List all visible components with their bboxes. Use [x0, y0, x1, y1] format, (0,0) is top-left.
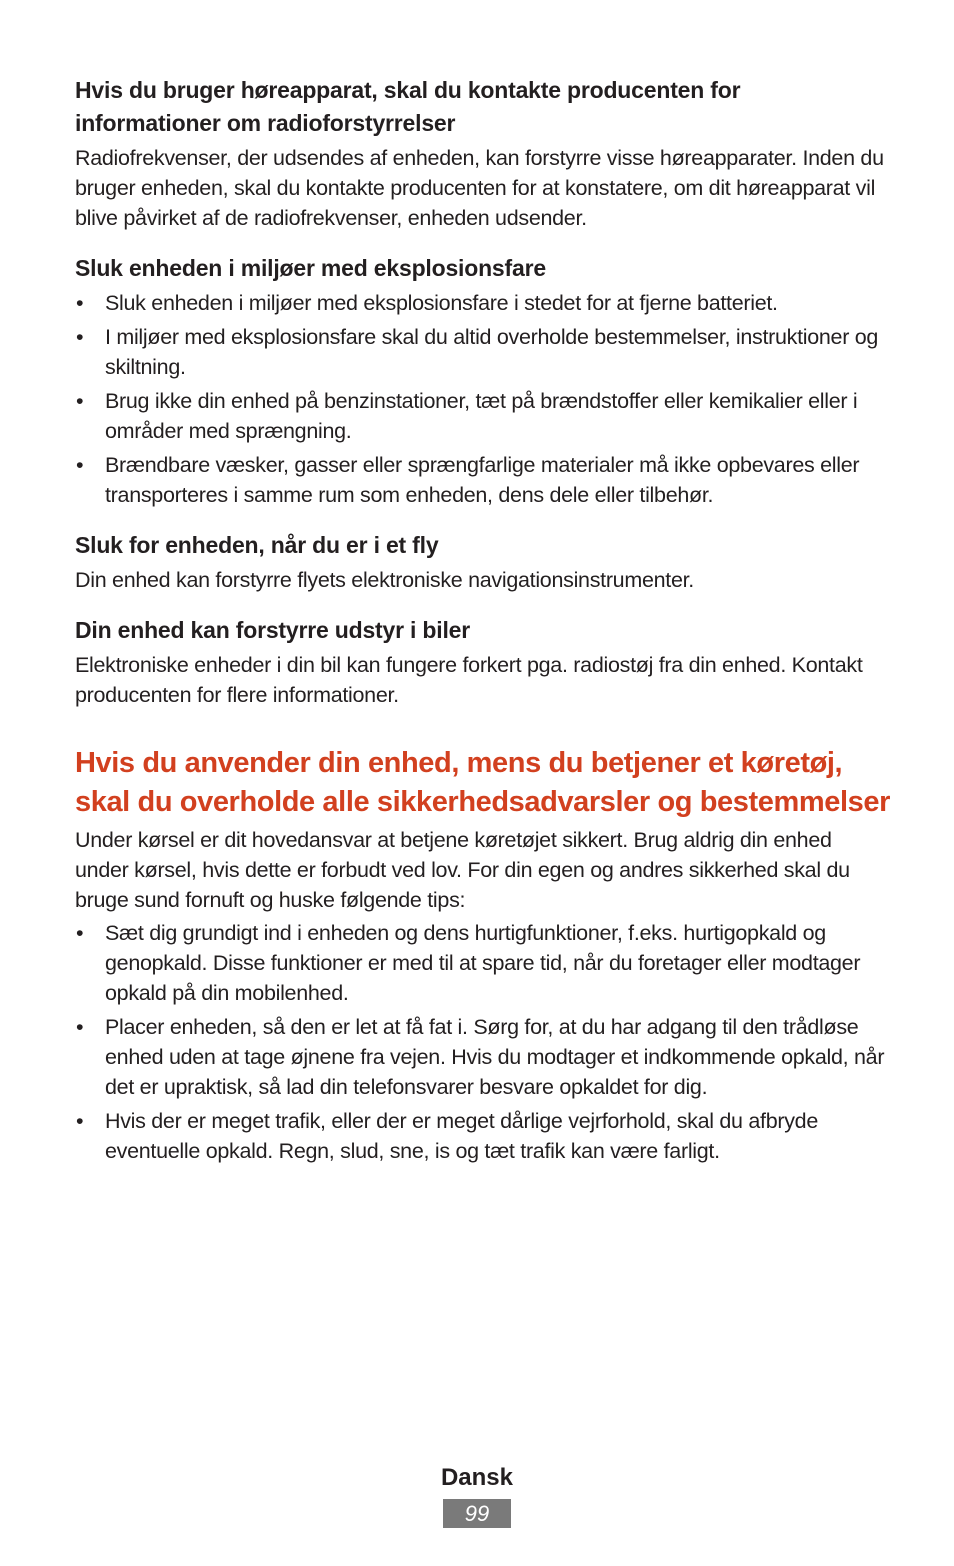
section-heading: Hvis du bruger høreapparat, skal du kontakte producenten for informationer om radioforstyrrelser [75, 77, 741, 136]
list-item-text: Hvis der er meget trafik, eller der er meget dårlige vejrforhold, skal du afbryde eventuelle opkald. Regn, slud, sne, is og tæt trafik kan være farligt. [105, 1109, 818, 1163]
list-item [75, 386, 890, 446]
list-item [75, 450, 890, 510]
section-paragraph: Radiofrekvenser, der udsendes af enheden, kan forstyrre visse høreapparater. Inden du bruger enheden, skal du kontakte producenten for at konstatere, om dit høreapparat vil blive påvirket af de radiofrekvenser, enheden udsender. [75, 146, 884, 230]
bullet-icon: • [76, 291, 84, 315]
list-item-text: Brændbare væsker, gasser eller sprængfarlige materialer må ikke opbevares eller transporteres i samme rum som enheden, dens dele eller tilbehør. [105, 453, 860, 507]
bullet-icon: • [76, 921, 84, 945]
list-item-text: I miljøer med eksplosionsfare skal du altid overholde bestemmelser, instruktioner og skiltning. [105, 325, 879, 379]
page-content [75, 74, 890, 1170]
language-label: Dansk [440, 1464, 514, 1491]
section-explosive-environments [75, 252, 890, 510]
bullet-icon: • [76, 1109, 84, 1133]
section-heading: Din enhed kan forstyrre udstyr i biler [75, 617, 471, 643]
bullet-icon: • [76, 325, 84, 349]
main-paragraph: Under kørsel er dit hovedansvar at betjene køretøjet sikkert. Brug aldrig din enhed under kørsel, hvis dette er forbudt ved lov. For din egen og andres sikkerhed skal du bruge sund fornuft og huske følgende tips: [75, 828, 850, 912]
list-item [75, 288, 890, 318]
bullet-list [75, 288, 890, 510]
section-paragraph: Din enhed kan forstyrre flyets elektroniske navigationsinstrumenter. [75, 568, 694, 592]
section-airplane [75, 529, 890, 595]
list-item-text: Sæt dig grundigt ind i enheden og dens hurtigfunktioner, f.eks. hurtigopkald og genopkald. Disse funktioner er med til at spare tid, når du foretager eller modtager opkald på din mobilenhed. [105, 921, 861, 1005]
section-vehicles [75, 614, 890, 710]
list-item-text: Sluk enheden i miljøer med eksplosionsfare i stedet for at fjerne batteriet. [105, 291, 778, 315]
section-heading: Sluk for enheden, når du er i et fly [75, 532, 439, 558]
section-hearing-aid [75, 74, 890, 233]
bullet-icon: • [76, 389, 84, 413]
section-heading: Sluk enheden i miljøer med eksplosionsfare [75, 255, 546, 281]
list-item [75, 1012, 890, 1102]
bullet-list [75, 918, 890, 1166]
page-number: 99 [443, 1499, 511, 1528]
section-driving-safety [75, 744, 890, 1166]
list-item [75, 322, 890, 382]
bullet-icon: • [76, 1015, 84, 1039]
main-heading: Hvis du anvender din enhed, mens du betjener et køretøj, skal du overholde alle sikkerhedsadvarsler og bestemmelser [75, 747, 890, 818]
section-paragraph: Elektroniske enheder i din bil kan fungere forkert pga. radiostøj fra din enhed. Kontakt producenten for flere informationer. [75, 653, 863, 707]
list-item-text: Placer enheden, så den er let at få fat i. Sørg for, at du har adgang til den trådløse enhed uden at tage øjnene fra vejen. Hvis du modtager et indkommende opkald, når det er upraktisk, så lad din telefonsvarer besvare opkaldet for dig. [105, 1015, 885, 1099]
list-item-text: Brug ikke din enhed på benzinstationer, tæt på brændstoffer eller kemikalier eller i områder med sprængning. [105, 389, 858, 443]
list-item [75, 1106, 890, 1166]
bullet-icon: • [76, 453, 84, 477]
page-footer [0, 1462, 954, 1528]
list-item [75, 918, 890, 1008]
